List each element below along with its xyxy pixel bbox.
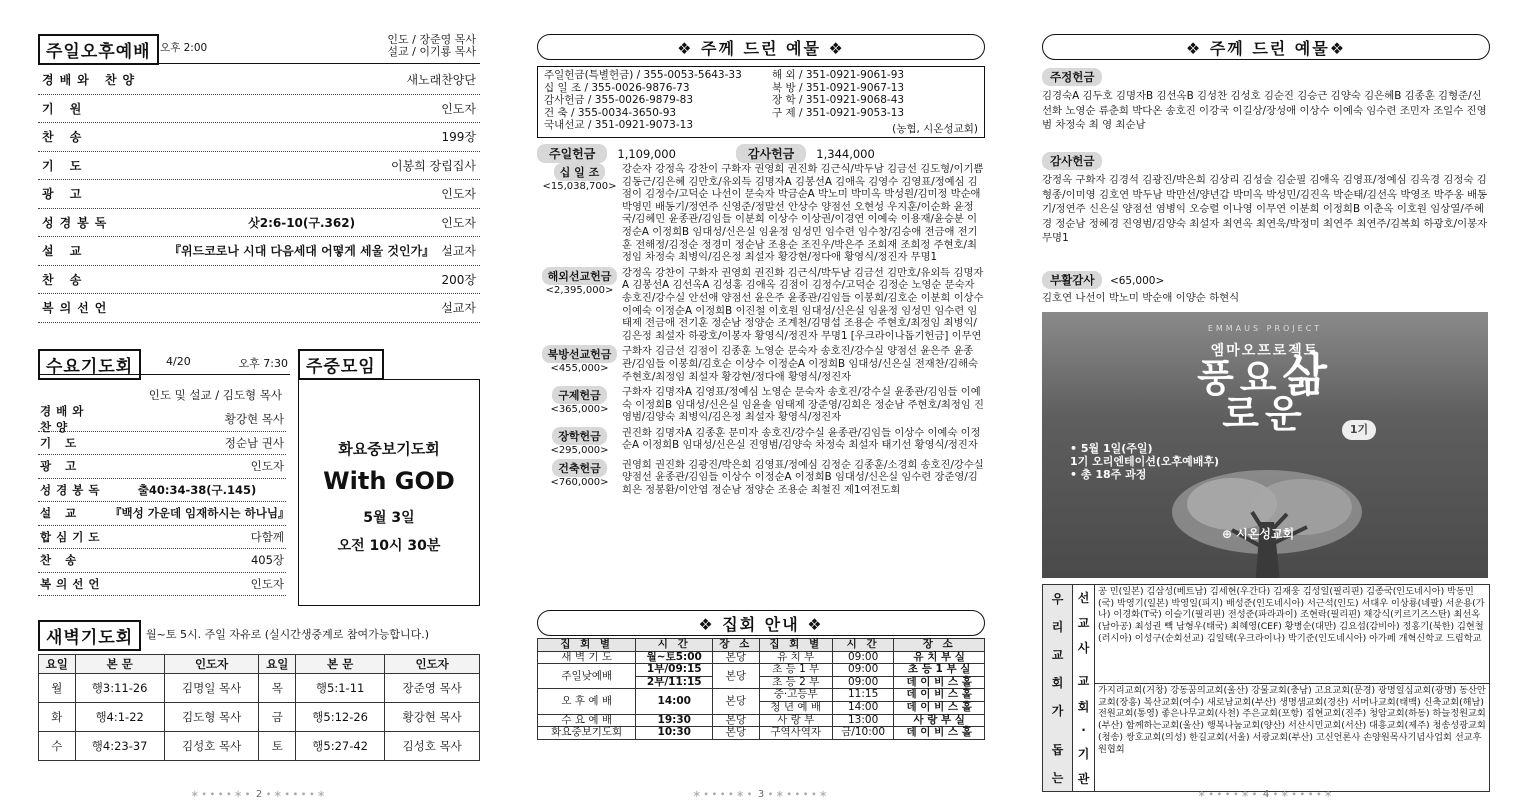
table-cell: 주일낮예배 <box>538 664 636 689</box>
table-header: 본 문 <box>296 655 385 674</box>
order-label: 찬 송 <box>42 130 88 145</box>
support-label-char: 리 <box>1051 620 1064 635</box>
easter-section <box>1042 271 1490 306</box>
poster-episode: 1기 <box>1342 420 1376 440</box>
thanks-names: 강정옥 구화자 김경석 김광진/박은희 김상리 김성술 김순필 김애옥 김영표/정예심 김옥경 김정숙 김형종/이미영 김호연 박두남 박만선/양년갑 박미옥 박성민/김진옥 박순태/김선옥 박영조 박주옹 배동기/정연주 신은실 양점선 염병익 오승렬 이나영 이무연 이분희 이정희B 이춘옥 이호원 임상열/주혜경 정순남 정혜경 진영범/김양숙 최설자 최연옥 최연욱/박정미 최연주 최연주/김복희 하광호/이봉자 무명1 <box>1042 174 1488 244</box>
church-list: 가지리교회(거창) 강동꿈의교회(울산) 강물교회(충남) 고요교회(문경) 광명일심교회(광명) 동산안교회(장흥) 복산교회(여수) 새로남교회(부산) 생명샘교회(경산) 서머나교회(태백) 신축교회(해남) 전원교회(통영) 좋은나무교회(사천) 주은교회(포항) 집현교회(진주) 청암교회(하동) 하늘정원교회(부산) 함께하는교회(울산) 행복나눔교회(양산) 서산시민교회(서산) 대흥교회(제주) 청송성광교회(청송) 쌍호교회(의성) 한길교회(서울) 서광교회(부산) 고신언론사 손양원목사기념사업회 선교후원협회 <box>1095 683 1489 756</box>
order-label: 성경봉독 <box>40 482 105 497</box>
wednesday-order <box>38 404 290 596</box>
order-leader: 인도자 <box>441 101 476 116</box>
table-cell: 행4:1-22 <box>75 703 164 732</box>
dawn-title: 새벽기도회 <box>38 620 141 651</box>
table-cell: 사 랑 부 <box>759 714 832 727</box>
wednesday-leader: 인도 및 설교 / 김도형 목사 <box>148 388 282 402</box>
table-cell: 황강현 목사 <box>385 703 480 732</box>
table-cell: 19:30 <box>636 714 713 727</box>
table-header: 요일 <box>259 655 296 674</box>
offering-amount: <15,038,700> <box>542 181 617 192</box>
table-cell: 새 벽 기 도 <box>538 651 636 664</box>
offering-names: 권영희 권진화 김광진/박은희 김영표/정예심 김정순 김종훈/소경희 송호진/강수실 양점선 윤종관/김임들 이상수 이정순A 이정희B 임대성/신은실 임수련 장준영/김희은 정봉환/이안엽 정순남 정양순 조용순 최철진 제1여전도회 <box>622 458 984 497</box>
account-list-left <box>544 69 750 132</box>
table-header: 본 문 <box>75 655 164 674</box>
afternoon-preacher: 설교 / 이기룡 목사 <box>387 45 476 58</box>
order-label: 경배와 찬양 <box>40 404 89 435</box>
emmaus-poster <box>1042 312 1488 578</box>
table-header: 장 소 <box>713 639 759 652</box>
thanks-tag: 감사헌금 <box>1042 152 1102 170</box>
jujeong-names: 김경숙A 김두호 김명자B 김선옥B 김성찬 김성호 김순진 김승근 김양숙 김은혜B 김종훈 김형준/신선화 노영순 류춘희 박다온 송호진 이강국 이길상/장성애 이상수 이예숙 임수련 조민자 조일수 진영범 차정숙 최 영 최순남 <box>1042 90 1487 131</box>
table-cell: 2부/11:15 <box>636 676 713 689</box>
wednesday-header <box>38 349 290 375</box>
table-cell: 행3:11-26 <box>75 674 164 703</box>
church-logo: ⊕ 시온성교회 <box>1222 527 1295 541</box>
offering-names: 구화자 김금선 김점이 김종훈 노영순 문숙자 송호진/강수실 양점선 윤은주 윤종관/김임들 이봉희/김호순 이상수 이정순A 이정희B 임대성/신은실 전재찬/김해숙 주현호/최정임 최설자 황강현/정다애 황영식/정진자 <box>622 345 978 383</box>
offering-tag: 건축헌금 <box>552 459 607 477</box>
order-detail: 『위드코로나 시대 다음세대 어떻게 세울 것인가』 <box>169 244 435 259</box>
easter-names: 김호연 나선이 박노미 박순애 이양순 하현식 <box>1042 292 1240 304</box>
supported-label-1 <box>1043 585 1073 791</box>
account-line: 구 제 / 351-0921-9053-13 <box>772 106 905 119</box>
offering-header <box>537 459 622 497</box>
table-header: 시 간 <box>832 639 893 652</box>
offering-names: 권진화 김명자A 김종훈 문미자 송호진/강수실 윤종관/김임들 이상수 이예숙 이정순A 이정희B 임대성/신은실 진영범/김양숙 차정숙 최설자 태기선 황영식/정진자 <box>622 426 981 452</box>
wednesday-date: 4/20 <box>166 355 191 368</box>
order-label: 설 교 <box>40 506 82 521</box>
table-cell: 행5:27-42 <box>296 732 385 761</box>
page-4 <box>1042 0 1490 806</box>
order-row <box>38 66 480 95</box>
support-label-char: 회 <box>1077 699 1090 714</box>
offering-item <box>537 345 985 383</box>
offering-names: 강정옥 강찬이 구화자 권영희 권진화 김근식/박두남 김금선 김만호/유외득 김명자A 김봉선A 김선옥A 김성홍 김애옥 김점이 김정수/고덕순 김정순 노영순 문숙자 송호진/강수실 안선애 양점선 윤은주 윤종관/김임들 이봉희/김호순 이분희 이상수 이예숙 이정순A 이정희B 이진철 이호원 임대성/신은실 임윤정 임성민 임수련 임태제 전금애 전기훈 정순남 정양순 조계천/김명섭 조용순 주현호/최정임 최병익/김은정 최설자 하광호/이봉자 황영식/정진자 무명1 [우크라이나돕기헌금] 이무연 <box>622 266 984 342</box>
order-label: 기 도 <box>40 435 82 450</box>
sunday-offering-amount: 1,109,000 <box>617 146 676 161</box>
offering-list <box>537 160 985 497</box>
table-header: 시 간 <box>636 639 713 652</box>
order-label: 복의선언 <box>40 576 105 591</box>
table-cell: 데 이 비 스 홀 <box>894 727 985 740</box>
table-cell: 데 이 비 스 홀 <box>894 676 985 689</box>
order-leader: 인도자 <box>441 187 476 202</box>
table-cell: 09:00 <box>832 651 893 664</box>
table-cell: 초 등 1 부 실 <box>894 664 985 677</box>
order-leader: 200장 <box>441 272 476 287</box>
dawn-header <box>38 620 480 648</box>
thanks-offering-amount: 1,344,000 <box>816 146 875 161</box>
offering-item <box>537 386 985 424</box>
support-label-char: 교 <box>1051 648 1064 663</box>
order-row <box>38 432 286 456</box>
support-label-char: 회 <box>1051 676 1064 691</box>
table-header: 요일 <box>39 655 76 674</box>
wednesday-title: 수요기도회 <box>38 349 141 380</box>
table-cell: 오 후 예 배 <box>538 689 636 714</box>
table-cell: 데 이 비 스 홀 <box>894 701 985 714</box>
supported-list <box>1042 584 1490 792</box>
table-row <box>39 703 480 732</box>
table-cell: 장준영 목사 <box>385 674 480 703</box>
afternoon-order <box>38 66 480 323</box>
afternoon-title: 주일오후예배 <box>38 34 159 65</box>
table-cell: 09:00 <box>832 664 893 677</box>
jujeong-section <box>1042 68 1490 133</box>
table-cell: 초 등 1 부 <box>759 664 832 677</box>
support-label-char: 사 <box>1077 641 1090 656</box>
table-row <box>538 651 985 664</box>
afternoon-leader: 인도 / 장준영 목사 <box>387 33 476 46</box>
order-detail: 삿2:6-10(구.362) <box>248 215 356 230</box>
table-row <box>538 727 985 740</box>
table-cell: 본당 <box>713 664 759 689</box>
account-line: 감사헌금 / 355-0026-9879-83 <box>544 94 693 106</box>
support-label-char: 가 <box>1051 703 1064 718</box>
table-row <box>39 732 480 761</box>
table-cell: 금/10:00 <box>832 727 893 740</box>
support-label-char: 는 <box>1051 770 1064 785</box>
account-line: 해 외 / 351-0921-9061-93 <box>772 69 905 81</box>
easter-tag: 부활감사 <box>1042 271 1102 289</box>
midweek-box <box>298 379 480 606</box>
order-label: 합심기도 <box>40 529 105 544</box>
table-row <box>39 674 480 703</box>
order-row <box>38 237 480 266</box>
offering-tag: 해외선교헌금 <box>542 267 618 285</box>
order-label: 광 고 <box>42 187 88 202</box>
table-cell: 김성호 목사 <box>164 732 259 761</box>
offering-header <box>537 386 622 424</box>
easter-amount: <65,000> <box>1109 275 1165 287</box>
table-cell: 본당 <box>713 714 759 727</box>
table-cell: 토 <box>259 732 296 761</box>
order-label: 찬 송 <box>42 272 88 287</box>
table-header: 인도자 <box>164 655 259 674</box>
order-leader: 황강현 목사 <box>224 412 284 427</box>
support-label-char: 교 <box>1077 674 1090 689</box>
offering-tag: 구제헌금 <box>552 386 607 404</box>
order-leader: 인도자 <box>441 215 476 230</box>
order-row <box>38 266 480 295</box>
wednesday-time: 오후 7:30 <box>238 357 288 370</box>
offering-names: 구화자 김명자A 김영표/정예심 노영순 문숙자 송호진/강수실 윤종관/김임들 이예숙 이정희B 임대성/신은실 임윤솔 임태제 장준영/김희은 정순남 주현호/최정임 진영범/김양숙 최병익/김은정 최설자 황영식/정진자 <box>622 386 984 424</box>
table-cell: 유 치 부 실 <box>894 651 985 664</box>
table-header: 집 회 별 <box>759 639 832 652</box>
meeting-table <box>537 638 985 740</box>
table-cell: 데 이 비 스 홀 <box>894 689 985 702</box>
offering-amount: <365,000> <box>550 404 609 416</box>
order-leader: 인도자 <box>250 459 284 474</box>
offering-tag: 장학헌금 <box>552 427 607 445</box>
order-label: 기 도 <box>42 158 88 173</box>
dawn-note: 월~토 5시. 주일 자유로 (실시간생중계로 참여가능합니다.) <box>146 628 430 641</box>
table-header: 집 회 별 <box>538 639 636 652</box>
offerings-title: ❖ 주께 드린 예물 ❖ <box>537 34 985 60</box>
poster-title: 엠마오프로젝트 <box>1210 343 1320 359</box>
table-cell: 구역사역자 <box>759 727 832 740</box>
table-cell: 수 요 예 배 <box>538 714 636 727</box>
table-cell: 김도형 목사 <box>164 703 259 732</box>
account-line: 십 일 조 / 355-0026-9876-73 <box>544 81 690 94</box>
order-leader: 405장 <box>250 553 284 568</box>
offering-header <box>537 267 622 343</box>
order-row <box>38 526 286 550</box>
table-cell: 14:00 <box>636 689 713 714</box>
missionary-list: 공 민(일본) 김삼성(베트남) 김세현(우간다) 김재웅 김성일(필리핀) 김종국(인도네시아) 박동민(국) 박영기(일본) 박영일(피지) 배성준(인도네시아) 서근석(인도) 서대우 이상룡(네팔) 서운용(가나) 이경화(T국) 이슬기(필리핀) 전성준(파라과이) 조현락(필리핀) 채강식(키르기즈스탄) 최선옥(남아공) 최성권 빽 남형우(태국) 최혜영(CEF) 황병순(대만) 김요섭(감비아) 정홍기(북한) 김현철(러시아) 이성구(순회선교) 김일택(우크라이나) 박기준(인도네시아) 아가페 개혁신학교 드림학교 <box>1098 586 1485 644</box>
offerings-title-2: ❖ 주께 드린 예물❖ <box>1042 34 1490 60</box>
offering-amount: <2,395,000> <box>545 284 614 296</box>
account-line: 북 방 / 351-0921-9067-13 <box>772 81 905 94</box>
offering-amount: <760,000> <box>550 476 609 488</box>
sunday-offering-tag: 주일헌금 <box>537 144 607 163</box>
offering-item <box>537 267 985 343</box>
table-cell: 초 등 2 부 <box>759 676 832 689</box>
meeting-title: ❖ 집회 안내 ❖ <box>537 610 985 636</box>
order-row <box>38 294 480 323</box>
account-line: 주일헌금(특별헌금) / 355-0053-5643-33 <box>544 69 742 81</box>
supported-label-2 <box>1073 585 1095 791</box>
page-3 <box>537 0 985 806</box>
order-leader: 인도자 <box>250 576 284 591</box>
table-cell: 화 <box>39 703 76 732</box>
order-row <box>38 209 480 238</box>
order-detail: 『백성 가운데 임재하시는 하나님』 <box>110 506 290 521</box>
midweek-line1: 화요중보기도회 <box>338 440 440 458</box>
midweek-header <box>298 349 390 375</box>
order-leader: 설교자 <box>441 301 476 316</box>
table-cell: 화요중보기도회 <box>538 727 636 740</box>
support-label-char: 관 <box>1077 771 1090 786</box>
order-label: 기 원 <box>42 101 88 116</box>
page-number-2: ∗∙∙∙∙∗∙ 2 ∙∗∙∙∙∙∗ <box>190 789 328 800</box>
offering-header <box>537 427 622 456</box>
order-label: 설 교 <box>42 244 88 259</box>
page-2 <box>38 0 480 806</box>
order-row <box>38 502 290 526</box>
support-label-char: 우 <box>1051 592 1064 607</box>
table-cell: 중·고등부 <box>759 689 832 702</box>
order-row <box>38 455 286 479</box>
order-label: 복의선언 <box>42 301 113 316</box>
dawn-table <box>38 654 480 761</box>
order-label: 경배와 찬양 <box>42 73 141 88</box>
order-label: 광 고 <box>40 459 82 474</box>
order-row <box>38 573 286 597</box>
midweek-line2: With GOD <box>323 467 455 495</box>
table-cell: 수 <box>39 732 76 761</box>
offering-amount: <455,000> <box>550 363 609 375</box>
account-line: 건 축 / 355-0034-3650-93 <box>544 106 677 119</box>
order-row <box>38 152 480 181</box>
thanks-section <box>1042 152 1490 246</box>
order-leader: 설교자 <box>441 244 476 259</box>
table-cell: 11:15 <box>832 689 893 702</box>
midweek-title: 주중모임 <box>298 349 384 380</box>
table-cell: 목 <box>259 674 296 703</box>
afternoon-time: 오후 2:00 <box>160 42 208 54</box>
order-leader: 정순남 권사 <box>224 435 284 450</box>
order-row <box>38 123 480 152</box>
offering-names: 강순자 강정옥 강찬이 구화자 권영희 권진화 김근식/박두남 김금선 김도형/이기쁨 김동근/김은혜 김만호/유외득 김명자A 김봉선A 김애옥 김영수 김영표/정예심 김점이 김정수/고덕순 나선이 문숙자 박금순A 박노미 박미옥 박성원/김미정 박순애 박영민 배동기/정연주 신영준/정말선 안상수 양점선 오현성 우지훈/이순화 윤정국/김혜민 윤종관/김임들 이분희 이상수 이상권/이경연 이예숙 이용재/윤승분 이정순A 이정희B 임대성/신은실 임윤정 임성민 임수련 임수창/김승애 전금애 전기훈 전해정/김정순 정경미 정순남 조용순 조진우/박은주 조희재 조희정 주현호/최정임 차정숙 최병익/김은정 최설자 황강현/정다애 황영식/정진자 무명1 <box>622 163 984 264</box>
table-cell: 본당 <box>713 727 759 740</box>
table-cell: 청 년 예 배 <box>759 701 832 714</box>
account-line: 장 학 / 351-0921-9068-43 <box>772 94 905 106</box>
table-cell: 김명일 목사 <box>164 674 259 703</box>
account-box <box>537 66 985 138</box>
offering-header <box>537 163 622 264</box>
order-row <box>38 95 480 124</box>
support-label-char: 기 <box>1077 746 1090 761</box>
jujeong-tag: 주정헌금 <box>1042 68 1102 86</box>
order-label: 찬 송 <box>40 553 82 568</box>
poster-headline: 풍요삶 로운 <box>1197 348 1333 436</box>
table-row <box>538 664 985 677</box>
support-label-char: 돕 <box>1051 742 1064 757</box>
afternoon-header <box>38 34 480 64</box>
thanks-offering-tag: 감사헌금 <box>736 144 806 163</box>
page-number-3: ∗∙∙∙∙∗∙ 3 ∙∗∙∙∙∙∗ <box>692 789 830 800</box>
supported-body <box>1095 585 1489 791</box>
table-cell: 유 치 부 <box>759 651 832 664</box>
midweek-line4: 오전 10시 30분 <box>337 538 441 554</box>
table-cell: 금 <box>259 703 296 732</box>
table-cell: 행4:23-37 <box>75 732 164 761</box>
table-cell: 월~토5:00 <box>636 651 713 664</box>
table-cell: 본당 <box>713 689 759 714</box>
support-label-char: 교 <box>1077 616 1090 631</box>
order-leader: 다함께 <box>250 529 284 544</box>
offering-item <box>537 459 985 497</box>
page-number-4: ∗∙∙∙∙∗∙ 4 ∙∗∙∙∙∙∗ <box>1197 789 1335 800</box>
table-header: 인도자 <box>385 655 480 674</box>
tree-icon <box>1142 452 1392 578</box>
order-row <box>38 180 480 209</box>
poster-subtitle: EMMAUS PROJECT <box>1207 324 1323 333</box>
table-cell: 10:30 <box>636 727 713 740</box>
offering-tag: 북방선교헌금 <box>542 345 618 363</box>
order-leader: 새노래찬양단 <box>406 73 476 88</box>
table-cell: 김성호 목사 <box>385 732 480 761</box>
offering-item <box>537 163 985 264</box>
midweek-line3: 5월 3일 <box>363 510 415 526</box>
table-row <box>538 689 985 702</box>
support-label-char: 선 <box>1077 591 1090 606</box>
table-cell: 09:00 <box>832 676 893 689</box>
table-cell: 13:00 <box>832 714 893 727</box>
table-row <box>538 714 985 727</box>
support-label-char: · <box>1081 722 1086 737</box>
table-header: 장 소 <box>894 639 985 652</box>
account-line: 국내선교 / 351-0921-9073-13 <box>544 119 693 131</box>
order-detail: 출40:34-38(구.145) <box>137 482 257 497</box>
order-row <box>38 549 286 573</box>
table-cell: 본당 <box>713 651 759 664</box>
offering-header <box>537 345 622 383</box>
table-cell: 14:00 <box>832 701 893 714</box>
offering-item <box>537 427 985 456</box>
table-cell: 1부/09:15 <box>636 664 713 677</box>
offering-amount: <295,000> <box>550 444 609 456</box>
order-leader: 199장 <box>441 130 476 145</box>
order-label: 성경봉독 <box>42 215 113 230</box>
poster-details: • 5월 1일(주일) 1기 오리엔테이션(오후예배후) • 총 18주 과정 <box>1070 442 1220 481</box>
order-leader: 이봉희 장립집사 <box>391 158 476 173</box>
table-cell: 월 <box>39 674 76 703</box>
table-cell: 행5:12-26 <box>296 703 385 732</box>
bank-note: (농협, 시온성교회) <box>892 122 978 135</box>
table-cell: 행5:1-11 <box>296 674 385 703</box>
order-row <box>38 404 286 435</box>
table-cell: 사 랑 부 실 <box>894 714 985 727</box>
offering-tag: 십 일 조 <box>554 163 606 181</box>
order-row <box>38 479 286 503</box>
